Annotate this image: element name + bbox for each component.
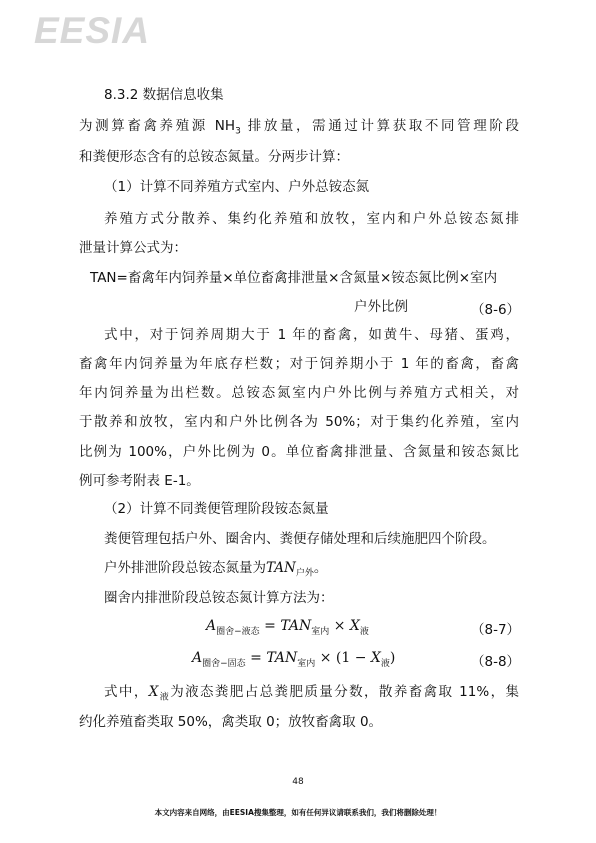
paragraph-line: 约化养殖畜类取 50%，禽类取 0；放牧畜禽取 0。 — [79, 714, 383, 730]
paragraph-line: 式中，对于饲养周期大于 1 年的畜禽，如黄牛、母猪、蛋鸡， — [104, 327, 519, 343]
paragraph-line: 户外排泄阶段总铵态氮量为$TAN_{户外}$。 — [104, 560, 328, 579]
paragraph-line: 为测算畜禽养殖源 $NH_3$ 排放量，需通过计算获取不同管理阶段 — [79, 118, 519, 137]
formula-liquid: $A_{圈舍-液态} = TAN_{室内} \times X_液$ — [206, 618, 369, 637]
page-number: 48 — [292, 777, 304, 787]
paragraph-line: 比例为 100%，户外比例为 0。单位畜禽排泄量、含氮量和铵态氮比 — [79, 444, 519, 460]
subsection-title: （1）计算不同养殖方式室内、户外总铵态氮 — [104, 179, 370, 195]
footer-disclaimer: 本文内容来自网络，由EESIA搜集整理，如有任何异议请联系我们，我们将删除处理！ — [154, 808, 442, 817]
equation-number: （8-8） — [471, 654, 521, 670]
paragraph-line: 和粪便形态含有的总铵态氮量。分两步计算： — [79, 149, 349, 165]
paragraph-line: 畜禽年内饲养量为年底存栏数；对于饲养期小于 1 年的畜禽，畜禽 — [79, 356, 519, 372]
formula-tan-cont: 户外比例 — [354, 299, 408, 315]
paragraph-line: 例可参考附表 E-1。 — [79, 473, 200, 489]
paragraph-line: 泄量计算公式为： — [79, 240, 187, 256]
paragraph-line: 粪便管理包括户外、圈舍内、粪便存储处理和后续施肥四个阶段。 — [104, 531, 496, 547]
paragraph-line: 于散养和放牧，室内和户外比例各为 50%；对于集约化养殖，室内 — [79, 414, 519, 430]
formula-solid: $A_{圈舍-固态} = TAN_{室内} \times (1 - X_液)$ — [192, 650, 396, 669]
equation-number: （8-7） — [471, 622, 521, 638]
formula-tan: TAN=畜禽年内饲养量×单位畜禽排泄量×含氮量×铵态氮比例×室内 — [90, 270, 498, 286]
eesia-logo: EESIA — [34, 10, 151, 51]
subsection-title: （2）计算不同粪便管理阶段铵态氮量 — [104, 501, 329, 517]
paragraph-line: 年内饲养量为出栏数。总铵态氮室内户外比例与养殖方式相关，对 — [79, 385, 519, 401]
paragraph-line: 式中，$X_液$为液态粪肥占总粪肥质量分数，散养畜禽取 11%，集 — [104, 684, 519, 703]
section-heading: 8.3.2 数据信息收集 — [104, 87, 224, 103]
paragraph-line: 圈舍内排泄阶段总铵态氮计算方法为： — [104, 590, 334, 606]
paragraph-line: 养殖方式分散养、集约化养殖和放牧，室内和户外总铵态氮排 — [104, 211, 519, 227]
equation-number: （8-6） — [471, 302, 521, 318]
